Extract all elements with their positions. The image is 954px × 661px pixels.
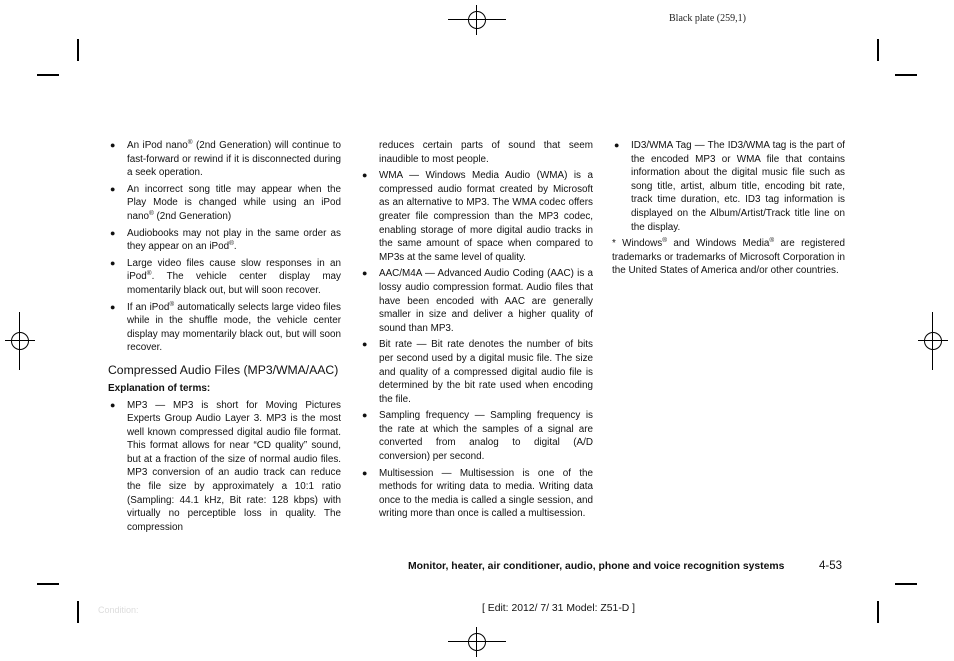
crop-mark [77,39,79,61]
bullet-dot: ● [110,140,116,150]
footer-section-title: Monitor, heater, air conditioner, audio, phone and voice recognition systems [408,561,785,572]
registration-mark-top [462,5,492,35]
list-item: ● If an iPod® automatically selects large video files while in the shuffle mode, the vehicle center display may momentarily black out, but will soon recover. [110,300,341,354]
list-item: ● MP3 — MP3 is short for Moving Pictures Experts Group Audio Layer 3. MP3 is the most well known compressed digital audio file format. This format allows for near “CD quality” sound, but at a fraction of the size of normal audio files. MP3 conversion of an audio track can reduce the file size by approximately a 10:1 ratio (Sampling: 44.1 kHz, Bit rate: 128 kbps) with virtually no perceptible loss in quality. The compression [110,399,341,533]
registration-mark-bottom [462,627,492,657]
registration-mark-right [918,326,948,356]
list-item: ● AAC/M4A — Advanced Audio Coding (AAC) is a lossy audio compression format. Audio files that have been encoded with AAC are generally smaller in size and deliver a higher quality of sound than MP3. [362,268,593,334]
bullet-dot: ● [614,140,620,150]
crop-mark [877,601,879,623]
continuation-text: reduces certain parts of sound that seem inaudible to most people. [379,140,593,165]
column-1 [108,139,341,537]
edit-info: [ Edit: 2012/ 7/ 31 Model: Z51-D ] [482,603,636,614]
list-item: ● Sampling frequency — Sampling frequency is the rate at which the samples of a signal are converted from analog to digital (A/D conversion) per second. [362,410,593,463]
bullet-dot: ● [110,227,116,238]
bullet-dot: ● [362,410,368,421]
condition-label: Condition: [98,605,139,615]
plate-label: Black plate (259,1) [669,13,746,24]
bullet-dot: ● [110,399,116,410]
crop-mark [37,583,59,585]
column-2 [360,139,593,524]
crop-mark [895,74,917,76]
list-item: ● An incorrect song title may appear when the Play Mode is changed while using an iPod nano® (2nd Generation) [110,183,341,222]
section-heading: Compressed Audio Files (MP3/WMA/AAC) [108,362,339,377]
bullet-dot: ● [362,268,368,279]
list-item: ● Bit rate — Bit rate denotes the number of bits per second used by a digital music file. The size and quality of a compressed digital audio file is determined by the bit rate used when encoding the file. [362,339,593,405]
bullet-dot: ● [110,257,116,268]
crop-mark [895,583,917,585]
list-item: ● Audiobooks may not play in the same order as they appear on an iPod®. [110,227,341,253]
crop-mark [877,39,879,61]
bullet-dot: ● [110,301,116,312]
bullet-dot: ● [362,467,368,478]
trademark-note: * Windows® and Windows Media® are registered trademarks or trademarks of Microsoft Corporation in the United States of America and/or other countries. [612,237,845,277]
subheading: Explanation of terms: [108,382,211,394]
page-number: 4-53 [819,560,843,572]
bullet-dot: ● [110,183,116,194]
crop-mark [37,74,59,76]
column-3 [612,139,845,278]
list-item: ● ID3/WMA Tag — The ID3/WMA tag is the part of the encoded MP3 or WMA file that contains information about the digital music file such as song title, artist, album title, encoding bit rate, track time duration, etc. ID3 tag information is displayed on the Album/Artist/Track title line on the display. [614,140,845,233]
bullet-dot: ● [362,170,368,181]
list-item: ● An iPod nano® (2nd Generation) will continue to fast-forward or rewind if it is disconnected during a seek operation. [110,139,341,179]
registration-mark-left [5,326,35,356]
list-item: ● WMA — Windows Media Audio (WMA) is a compressed audio format created by Microsoft as an alternative to MP3. The WMA codec offers greater file compression than the MP3 codec, enabling storage of more digital audio tracks in the same amount of space when compared to MP3s at the same level of quality. [362,170,593,263]
bullet-dot: ● [362,339,368,350]
list-item: ● Large video files cause slow responses in an iPod®. The vehicle center display may momentarily black out, but will soon recover. [110,257,341,296]
crop-mark [77,601,79,623]
list-item: ● Multisession — Multisession is one of the methods for writing data to media. Writing data once to the media is called a single session, and writing more than once is called a multisession. [362,467,593,520]
